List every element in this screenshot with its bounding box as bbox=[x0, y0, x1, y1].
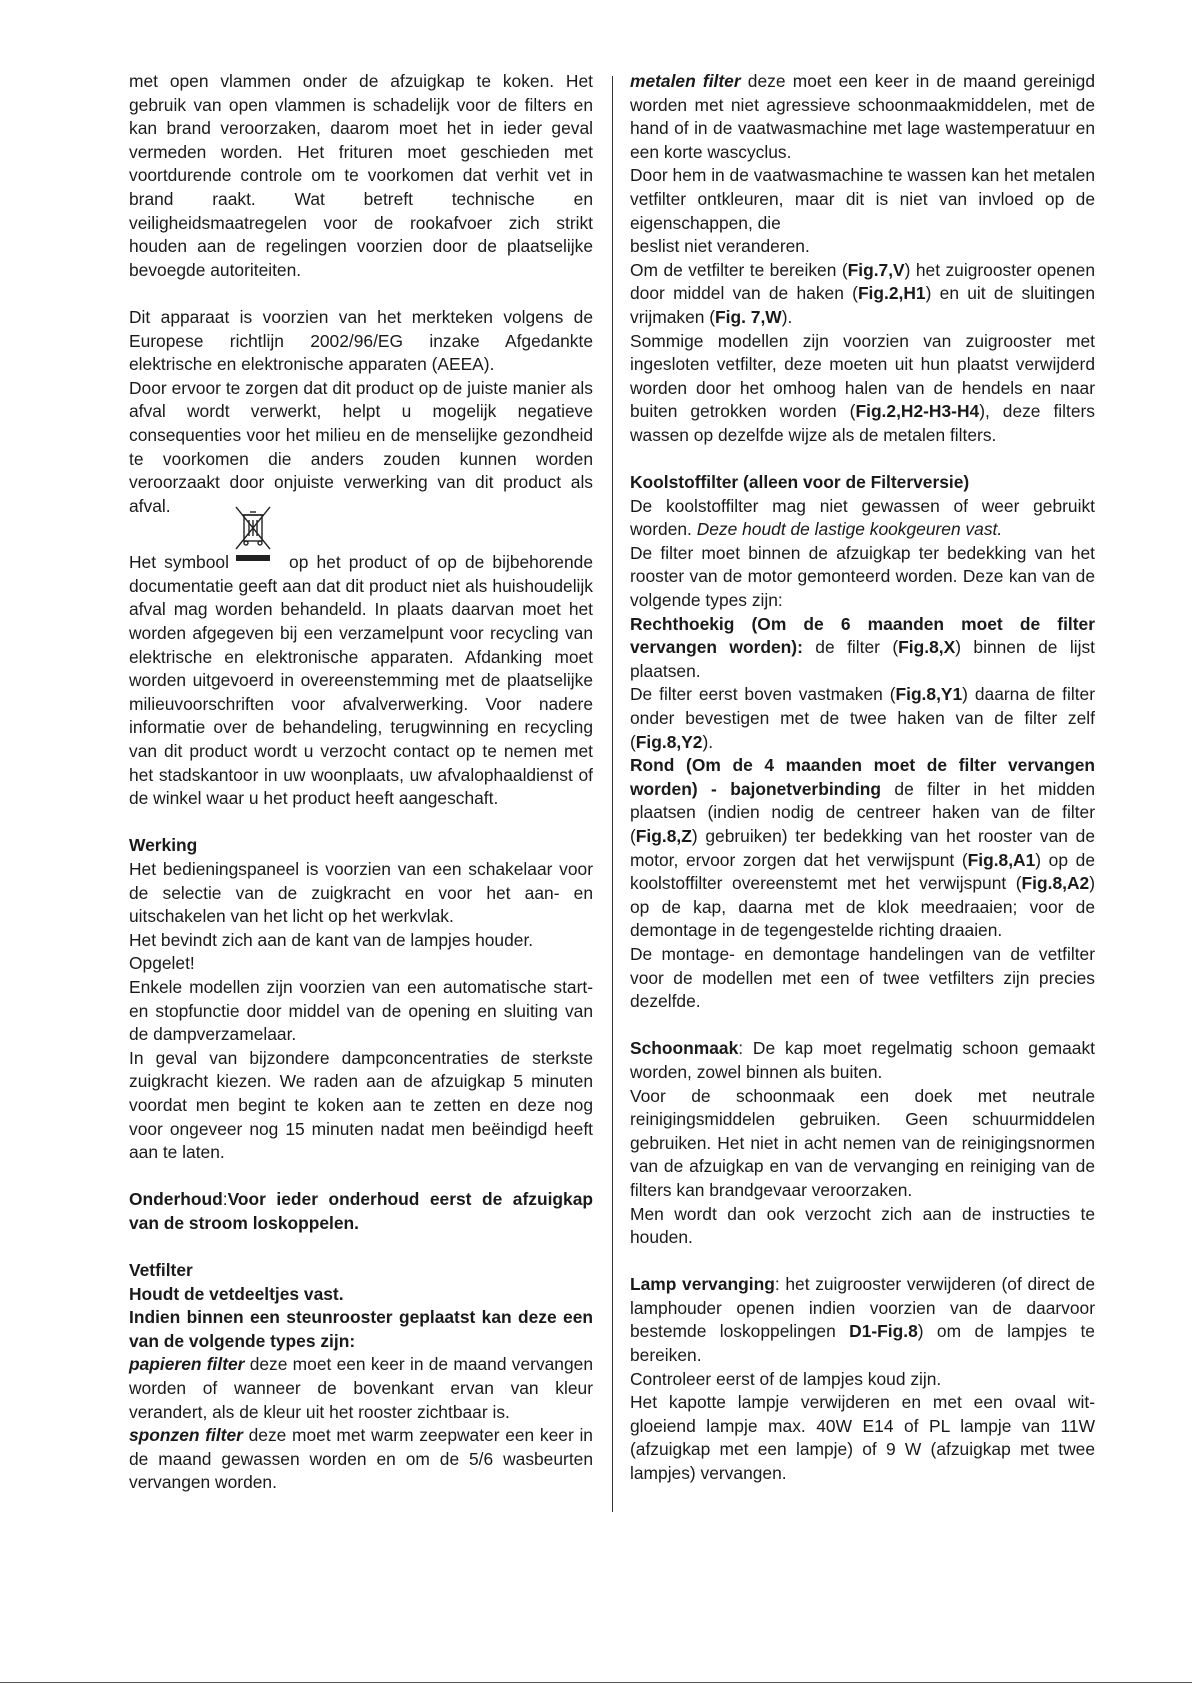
onderhoud-title: Onderhoud bbox=[129, 1189, 223, 1210]
cleaning-text-3: Men wordt dan ook verzocht zich aan de instructies te houden. bbox=[630, 1203, 1095, 1248]
onderhoud-text: Voor ieder onderhoud eerst de afzuigkap van de stroom loskoppelen. bbox=[129, 1189, 593, 1233]
lamp-text-3: Het kapotte lampje verwijderen en met een ovaal wit-gloeiend lampje max. 40W E14 of PL lampje van 11W (afzuigkap met een lampje) of 9 W (afzuigkap met twee lampjes) vervangen. bbox=[630, 1392, 1095, 1484]
grease-filter-access: Om de vetfilter te bereiken (Fig.7,V) het zuigrooster openen door middel van de haken (Fig.2,H1) en uit de sluitingen vrijmaken (Fig. 7,W). bbox=[630, 259, 1095, 327]
werking-text-4: Enkele modellen zijn voorzien van een automatische start- en stopfunctie door middel van de opening en sluiting van de dampverzamelaar. bbox=[129, 976, 593, 1045]
heading-vetfilter: Vetfilter bbox=[129, 1260, 193, 1281]
paragraph-weee-directive: Dit apparaat is voorzien van het merkteken volgens de Europese richtlijn 2002/96/EG inzake Afgedankte elektrische en elektronische apparaten (AEEA). bbox=[129, 306, 593, 375]
paper-filter-text: deze moet een keer in de maand vervangen worden of wanneer de bovenkant ervan van kleur verandert, als de kleur uit het rooster zichtbaar is. bbox=[129, 1354, 593, 1422]
right-column bbox=[630, 70, 1095, 1486]
vetfilter-subheading-1: Houdt de vetdeeltjes vast. bbox=[129, 1283, 344, 1304]
rectangular-filter-label: Rechthoekig (Om de 6 maanden moet de filter vervangen worden): bbox=[630, 613, 1095, 658]
metal-filter-paragraph bbox=[630, 70, 1095, 164]
heading-koolstoffilter: Koolstoffilter (alleen voor de Filterversie) bbox=[630, 472, 970, 493]
page-bottom-rule bbox=[0, 1682, 1192, 1683]
symbol-text-start: Het symbool bbox=[129, 552, 229, 573]
heading-lamp-vervanging: Lamp vervanging bbox=[630, 1274, 775, 1295]
left-column bbox=[129, 70, 593, 1495]
fig-ref-7w: Fig. 7,W bbox=[715, 306, 782, 327]
paper-filter-paragraph bbox=[129, 1353, 593, 1424]
column-divider bbox=[612, 76, 613, 1512]
sponge-filter-label: sponzen filter bbox=[129, 1425, 243, 1446]
fig-ref-2h2: Fig.2,H2-H3-H4 bbox=[855, 401, 980, 422]
crossed-out-bin-icon bbox=[232, 505, 274, 563]
carbon-filter-text-2: De filter moet binnen de afzuigkap ter bedekking van het rooster van de motor gemonteerd worden. Deze kan van de volgende types zijn: bbox=[630, 542, 1095, 611]
lamp-text-2: Controleer eerst of de lampjes koud zijn. bbox=[630, 1368, 942, 1389]
metal-filter-note-end: beslist niet veranderen. bbox=[630, 236, 810, 257]
paragraph-symbol bbox=[129, 551, 593, 811]
metal-filter-note: Door hem in de vaatwasmachine te wassen kan het metalen vetfilter ontkleuren, maar dit is niet van invloed op de eigenschappen, die bbox=[630, 165, 1095, 233]
round-filter-label: Rond (Om de 4 maanden moet de filter vervangen worden) - bajonetverbinding bbox=[630, 755, 1095, 799]
sponge-filter-paragraph bbox=[129, 1424, 593, 1495]
heading-schoonmaak: Schoonmaak bbox=[630, 1038, 739, 1059]
werking-text-5: In geval van bijzondere dampconcentraties de sterkste zuigkracht kiezen. We raden aan de afzuigkap 5 minuten voordat men begint te koken aan te zetten en deze nog voor ongeveer nog 15 minuten nadat men beëindigd heeft aan te laten. bbox=[129, 1047, 593, 1163]
mounting-note: De montage- en demontage handelingen van de vetfilter voor de modellen met een of twee vetfilters zijn precies dezelfde. bbox=[630, 943, 1095, 1012]
integrated-filter-paragraph: Sommige modellen zijn voorzien van zuigrooster met ingesloten vetfilter, deze moeten uit hun plaatst verwijderd worden door het omhoog halen van de hendels en naar buiten getrokken worden (Fig.2,H2-H3-H4), deze filters wassen op dezelfde wijze als de metalen filters. bbox=[630, 330, 1095, 445]
werking-text-2: Het bevindt zich aan de kant van de lampjes houder. bbox=[129, 929, 534, 950]
fig-ref-2h1: Fig.2,H1 bbox=[857, 283, 926, 304]
metal-filter-text: deze moet een keer in de maand gereinigd worden met niet agressieve schoonmaakmiddelen, met de hand of in de vaatwasmachine met lage wastemperatuur en een korte wascyclus. bbox=[630, 71, 1095, 162]
carbon-filter-text-1: De koolstoffilter mag niet gewassen of weer gebruikt worden. Deze houdt de lastige kookgeuren vast. bbox=[630, 495, 1095, 540]
rectangular-filter-mounting: De filter eerst boven vastmaken (Fig.8,Y1) daarna de filter onder bevestigen met de twee haken van de filter zelf (Fig.8,Y2). bbox=[630, 684, 1095, 752]
paragraph-open-flames: met open vlammen onder de afzuigkap te koken. Het gebruik van open vlammen is schadelijk voor de filters en kan brand veroorzaken, daarom moet het in ieder geval vermeden worden. Het frituren moet geschieden met voortdurende controle om te voorkomen dat verhit vet in brand raakt. Wat betreft technische en veiligheidsmaatregelen voor de rookafvoer zich strikt houden aan de regelingen voorzien door de plaatselijke bevoegde autoriteiten. bbox=[129, 71, 593, 280]
symbol-text-rest: op het product of op de bijbehorende documentatie geeft aan dat dit product niet als huishoudelijk afval mag worden behandeld. In plaats daarvan moet het worden afgegeven bij een verzamelpunt voor recycling van elektrische en elektronische apparaten. Afdanking moet worden uitgevoerd in overeenstemming met de plaatselijke milieuvoorschriften voor afvalverwerking. Voor nadere informatie over de behandeling, terugwinning en recycling van dit product wordt u verzocht contact op te nemen met het stadskantoor in uw woonplaats, uw afvalophaaldienst of de winkel waar u het product heeft aangeschaft. bbox=[129, 552, 593, 809]
fig-ref-7v: Fig.7,V bbox=[847, 259, 905, 280]
heading-onderhoud: Onderhoud:Voor ieder onderhoud eerst de afzuigkap van de stroom loskoppelen. bbox=[129, 1189, 593, 1233]
cleaning-paragraph: Schoonmaak: De kap moet regelmatig schoon gemaakt worden, zowel binnen als buiten. bbox=[630, 1038, 1095, 1082]
paper-filter-label: papieren filter bbox=[129, 1354, 245, 1375]
sponge-filter-text: deze moet met warm zeepwater een keer in de maand gewassen worden en om de 5/6 wasbeurten vervangen worden. bbox=[129, 1425, 593, 1493]
heading-werking: Werking bbox=[129, 835, 198, 856]
werking-text-3: Opgelet! bbox=[129, 953, 195, 974]
werking-text-1: Het bedieningspaneel is voorzien van een schakelaar voor de selectie van de zuigkracht en voor het aan- en uitschakelen van het licht op het werkvlak. bbox=[129, 859, 593, 927]
vetfilter-subheading-2: Indien binnen een steunrooster geplaatst kan deze een van de volgende types zijn: bbox=[129, 1307, 593, 1351]
cleaning-text-2: Voor de schoonmaak een doek met neutrale reinigingsmiddelen gebruiken. Geen schuurmiddelen gebruiken. Het niet in acht nemen van de reinigingsnormen van de afzuigkap en van de vervanging en reiniging van de filters kan brandgevaar veroorzaken. bbox=[630, 1085, 1095, 1200]
metal-filter-label: metalen filter bbox=[630, 71, 741, 91]
lamp-replacement-paragraph: Lamp vervanging: het zuigrooster verwijderen (of direct de lamphouder openen indien voorzien van de daarvoor bestemde loskoppelingen D1-Fig.8) om de lampjes te bereiken. bbox=[630, 1274, 1095, 1366]
rectangular-filter-paragraph: Rechthoekig (Om de 6 maanden moet de filter vervangen worden): de filter (Fig.8,X) binnen de lijst plaatsen. bbox=[630, 613, 1095, 681]
round-filter-paragraph: Rond (Om de 4 maanden moet de filter vervangen worden) - bajonetverbinding de filter in het midden plaatsen (indien nodig de centreer haken van de filter (Fig.8,Z) gebruiken) ter bedekking van het rooster van de motor, ervoor zorgen dat het verwijspunt (Fig.8,A1) op de koolstoffilter overeenstemt met het verwijspunt (Fig.8,A2) op de kap, daarna met de klok meedraaien; voor de demontage in de tegengestelde richting draaien. bbox=[630, 755, 1096, 941]
paragraph-disposal: Door ervoor te zorgen dat dit product op de juiste manier als afval wordt verwerkt, helpt u mogelijk negatieve consequenties voor het milieu en de menselijke gezondheid te voorkomen die anders zouden kunnen worden veroorzaakt door onjuiste verwerking van dit product als afval. bbox=[129, 377, 593, 516]
